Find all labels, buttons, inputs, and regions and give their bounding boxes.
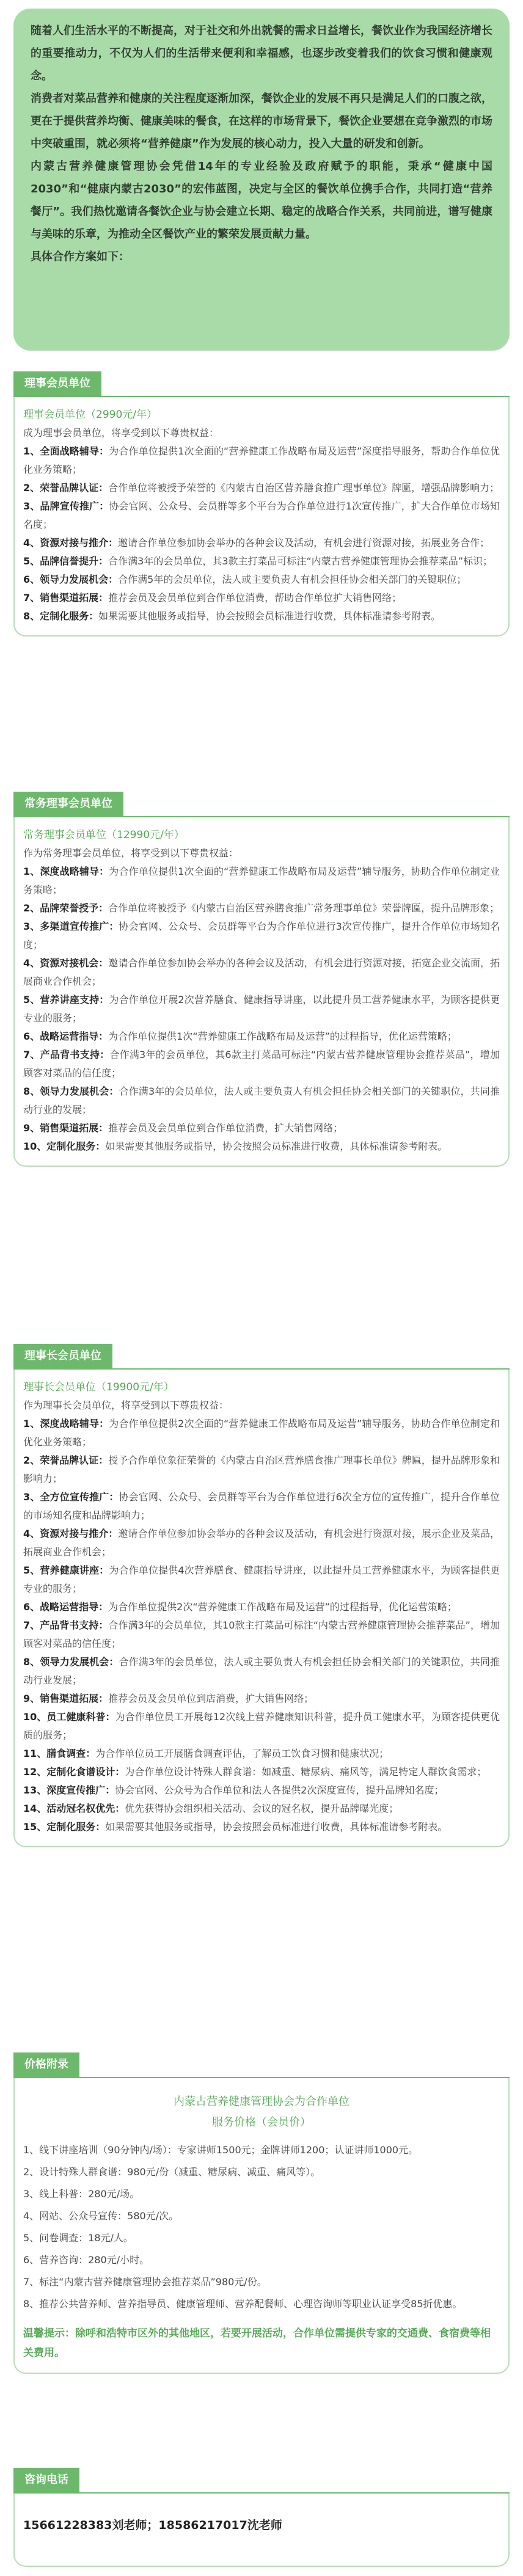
list-item: [23, 1818, 500, 1836]
section-body: [13, 1370, 510, 1847]
price-line: 5、问卷调查：18元/人。: [23, 2232, 133, 2244]
list-item: [23, 1745, 500, 1763]
item-value: 为合作单位提供4次营养膳食、健康指导讲座，以此提升员工营养健康水平，为顾客提供更专业的服务；: [23, 1564, 500, 1594]
section-divider: [13, 1368, 510, 1370]
item-key: 5、品牌信誉提升：: [23, 555, 109, 567]
list-item: [23, 991, 500, 1027]
section-body: [13, 2078, 510, 2374]
item-key: 12、定制化食谱设计：: [23, 1766, 125, 1778]
item-value: 合作满3年的会员单位，法人或主要负责人有机会担任协会相关部门的关键职位，共同推动行业发展；: [23, 1656, 500, 1686]
item-value: 合作满3年的会员单位，法人或主要负责人有机会担任协会相关部门的关键职位，共同推动行业的发展；: [23, 1085, 500, 1115]
list-item: [23, 1119, 500, 1137]
section-subtitle: 理事长会员单位（19900元/年）: [23, 1381, 174, 1393]
price-line: 6、营养咨询：280元/小时。: [23, 2254, 150, 2266]
section-executive-council-member: [13, 792, 510, 1167]
intro-paragraph-3: 内蒙古营养健康管理协会凭借14年的专业经验及政府赋予的职能，秉承“健康中国2030”和“健康内蒙古2030”的宏伟蓝图，决定与全区的餐饮单位携手合作，共同打造“营养餐厅”。我们热忱邀请各餐饮企业与协会建立长期、稳定的战略合作关系，共同前进，谱写健康与美味的乐章，为推动全区餐饮产业的繁荣发展贡献力量。: [31, 160, 492, 241]
section-subtitle: 理事会员单位（2990元/年）: [23, 409, 157, 421]
item-value: 为合作单位提供2次全面的“营养健康工作战略布局及运营”辅导服务，协助合作单位制定和优化业务策略；: [23, 1418, 500, 1448]
item-value: 邀请合作单位参加协会举办的各种会议及活动，有机会进行资源对接，拓宽企业交流面，拓展商业合作机会；: [23, 957, 500, 987]
item-value: 合作满5年的会员单位，法人或主要负责人有机会担任协会相关部门的关键职位；: [118, 574, 467, 585]
intro-paragraph-1: 随着人们生活水平的不断提高，对于社交和外出就餐的需求日益增长，餐饮业作为我国经济增长的重要推动力，不仅为人们的生活带来便利和幸福感，也逐步改变着我们的饮食习惯和健康观念。: [31, 24, 492, 82]
list-item: [23, 1598, 500, 1616]
item-key: 15、定制化服务：: [23, 1821, 106, 1833]
item-value: 合作单位将被授予《内蒙古自治区营养膳食推广常务理事单位》荣誉牌匾，提升品牌形象；: [108, 902, 500, 914]
item-key: 1、深度战略辅导：: [23, 1418, 109, 1429]
section-chairman-member: [13, 1344, 510, 1847]
intro-paragraph-4: 具体合作方案如下：: [31, 250, 130, 263]
item-key: 3、品牌宣传推广：: [23, 500, 109, 512]
section-subtitle: 常务理事会员单位（12990元/年）: [23, 829, 185, 841]
item-value: 如果需要其他服务或指导，协会按照会员标准进行收费，具体标准请参考附表。: [98, 610, 441, 622]
item-value: 合作满3年的会员单位，其3款主打菜品可标注“内蒙古营养健康管理协会推荐菜品”标识；: [108, 555, 493, 567]
list-item: [23, 1488, 500, 1525]
item-value: 如果需要其他服务或指导，协会按照会员标准进行收费，具体标准请参考附表。: [105, 1821, 448, 1833]
item-value: 协会官网、公众号、会员群等平台为合作单位进行6次全方位的宣传推广，提升合作单位的市场知名度和品牌影响力；: [23, 1491, 500, 1521]
item-key: 3、全方位宣传推广：: [23, 1491, 119, 1503]
list-item: [23, 1708, 500, 1745]
item-key: 5、营养讲座支持：: [23, 994, 109, 1005]
section-header: [13, 371, 510, 397]
list-item: [23, 534, 500, 552]
list-item: [23, 1082, 500, 1119]
item-key: 7、产品背书支持：: [23, 1049, 110, 1060]
section-tag: 咨询电话: [13, 2468, 79, 2492]
list-item: [23, 1763, 500, 1781]
intro-box: [13, 9, 510, 351]
item-key: 14、活动冠名权优先：: [23, 1803, 125, 1814]
list-item: [23, 1137, 500, 1156]
item-key: 7、产品背书支持：: [23, 1619, 109, 1631]
item-key: 11、膳食调查：: [23, 1748, 96, 1759]
section-header: [13, 1344, 510, 1370]
list-item: [23, 442, 500, 479]
item-key: 8、领导力发展机会：: [23, 1656, 119, 1668]
item-value: 为合作单位提供2次“营养健康工作战略布局及运营”的过程指导，优化运营策略；: [108, 1601, 457, 1613]
item-value: 合作单位将被授予荣誉的《内蒙古自治区营养膳食推广理事单位》牌匾，增强品牌影响力；: [108, 482, 500, 494]
price-line: 3、线上科普：280元/场。: [23, 2188, 140, 2200]
item-key: 8、领导力发展机会：: [23, 1085, 119, 1097]
section-contact: [13, 2468, 510, 2567]
item-key: 1、深度战略辅导：: [23, 866, 109, 877]
item-value: 推荐会员及会员单位到合作单位消费，扩大销售网络；: [108, 1122, 343, 1134]
section-council-member: [13, 371, 510, 637]
item-value: 合作满3年的会员单位，其10款主打菜品可标注“内蒙古营养健康管理协会推荐菜品”，增加顾客对菜品的信任度；: [23, 1619, 500, 1649]
item-value: 授予合作单位象征荣誉的《内蒙古自治区营养膳食推广理事长单位》牌匾，提升品牌形象和影响力；: [23, 1454, 500, 1484]
item-value: 推荐会员及会员单位到店消费，扩大销售网络；: [108, 1693, 314, 1704]
section-intro: 作为理事长会员单位，将享受到以下尊贵权益：: [23, 1399, 229, 1411]
item-key: 8、定制化服务：: [23, 610, 99, 622]
section-divider: [13, 816, 510, 817]
section-tag: 价格附录: [13, 2052, 79, 2077]
item-value: 合作满3年的会员单位，其6款主打菜品可标注“内蒙古营养健康管理协会推荐菜品”，增加顾客对菜品的信任度；: [23, 1049, 500, 1079]
section-body: [13, 817, 510, 1167]
section-tag: 理事长会员单位: [13, 1344, 112, 1368]
item-value: 为合作单位员工开展每12次线上营养健康知识科普，提升员工健康水平，为顾客提供更优质的服务；: [23, 1711, 500, 1741]
item-key: 10、员工健康科普：: [23, 1711, 115, 1723]
list-item: [23, 1451, 500, 1488]
intro-paragraph-2-text: 营养和健康的关注程度逐渐加深，餐饮企业的发展不再只是满足人们的口腹之欲，更在于提供营养均衡、健康美味的餐食，在这样的市场背景下，餐饮企业要想在竞争激烈的市场中突破重围，就必须将“营养健康”作为发展的核心动力，投入大量的研发和创新。: [31, 92, 492, 150]
list-item: [23, 954, 500, 991]
list-item: [23, 1027, 500, 1046]
section-header: [13, 2052, 510, 2078]
price-line: 4、网站、公众号宣传：580元/次。: [23, 2210, 179, 2222]
section-tag: 常务理事会员单位: [13, 792, 123, 816]
list-item: [23, 918, 500, 954]
section-divider: [13, 2077, 510, 2078]
list-item: [23, 552, 500, 571]
price-line: 1、线下讲座培训（90分钟内/场）：专家讲师1500元；金牌讲师1200；认证讲师1000元。: [23, 2144, 419, 2156]
item-value: 优先获得协会组织相关活动、会议的冠名权，提升品牌曝光度；: [125, 1803, 399, 1814]
contact-phones[interactable]: 15661228383刘老师；18586217017沈老师: [23, 2519, 282, 2532]
item-value: 为合作单位提供1次全面的“营养健康工作战略布局及运营”辅导服务，协助合作单位制定业务策略；: [23, 866, 500, 896]
intro-paragraph-2: [31, 87, 492, 155]
list-item: [23, 1415, 500, 1451]
item-key: 5、营养健康讲座：: [23, 1564, 109, 1576]
item-value: 协会官网、公众号为合作单位和法人各提供2次深度宣传，提升品牌知名度；: [115, 1784, 444, 1796]
item-key: 9、销售渠道拓展：: [23, 1693, 109, 1704]
warm-tip: 温馨提示：除呼和浩特市区外的其他地区，若要开展活动，合作单位需提供专家的交通费、食宿费等相关费用。: [23, 2327, 491, 2359]
list-item: [23, 1616, 500, 1653]
item-key: 2、品牌荣誉授予：: [23, 902, 109, 914]
list-item: [23, 1781, 500, 1800]
item-value: 协会官网、公众号、会员群等多个平台为合作单位进行1次宣传推广，扩大合作单位市场知名度；: [23, 500, 500, 530]
item-value: 为合作单位设计特殊人群食谱：如减重、糖尿病、痛风等，满足特定人群饮食需求；: [125, 1766, 487, 1778]
list-item: [23, 899, 500, 918]
section-header: [13, 792, 510, 817]
price-line: 2、设计特殊人群食谱：980元/份（减重、糖尿病、减重、痛风等）。: [23, 2166, 321, 2178]
list-item: [23, 1525, 500, 1561]
item-value: 协会官网、公众号、会员群等平台为合作单位进行3次宣传推广，提升合作单位市场知名度；: [23, 921, 500, 950]
list-item: [23, 589, 500, 607]
list-item: [23, 1046, 500, 1082]
list-item: [23, 607, 500, 626]
item-value: 为合作单位开展2次营养膳食、健康指导讲座，以此提升员工营养健康水平，为顾客提供更专业的服务；: [23, 994, 500, 1024]
price-line: 7、标注“内蒙古营养健康管理协会推荐菜品”980元/份。: [23, 2276, 267, 2288]
section-intro: 成为理事会员单位，将享受到以下尊贵权益：: [23, 427, 219, 439]
list-item: [23, 497, 500, 534]
list-item: [23, 571, 500, 589]
section-header: [13, 2468, 510, 2494]
list-item: [23, 479, 500, 497]
item-value: 邀请合作单位参加协会举办的各种会议及活动，有机会进行资源对接，拓展业务合作；: [118, 537, 490, 549]
item-key: 4、资源对接与推介：: [23, 537, 119, 549]
price-line: 8、推荐公共营养师、营养指导员、健康管理师、营养配餐师、心理咨询师等职业认证享受85折优惠。: [23, 2298, 463, 2310]
section-body: [13, 397, 510, 637]
list-item: [23, 1690, 500, 1708]
item-key: 4、资源对接与推介：: [23, 1528, 119, 1539]
item-value: 为合作单位提供1次全面的“营养健康工作战略布局及运营”深度指导服务，帮助合作单位优化业务策略；: [23, 445, 500, 475]
item-key: 13、深度宣传推广：: [23, 1784, 115, 1796]
list-item: [23, 1561, 500, 1598]
item-value: 为合作单位提供1次“营养健康工作战略布局及运营”的过程指导，优化运营策略；: [108, 1031, 457, 1042]
item-key: 10、定制化服务：: [23, 1140, 106, 1152]
price-title-line-2: 服务价格（会员价）: [212, 2116, 311, 2129]
intro-bold-prefix: 消费者对菜品: [31, 92, 97, 105]
section-body: [13, 2494, 510, 2567]
item-key: 4、资源对接机会：: [23, 957, 109, 969]
item-key: 3、多渠道宣传推广：: [23, 921, 119, 932]
item-key: 7、销售渠道拓展：: [23, 592, 109, 604]
price-title-line-1: 内蒙古营养健康管理协会为合作单位: [174, 2095, 349, 2108]
section-price-appendix: [13, 2052, 510, 2374]
section-divider: [13, 2492, 510, 2494]
section-intro: 作为常务理事会员单位，将享受到以下尊贵权益：: [23, 847, 239, 859]
item-key: 6、战略运营指导：: [23, 1601, 109, 1613]
item-key: 6、领导力发展机会：: [23, 574, 119, 585]
list-item: [23, 1653, 500, 1690]
item-value: 推荐会员及会员单位到合作单位消费，帮助合作单位扩大销售网络；: [108, 592, 402, 604]
item-value: 为合作单位员工开展膳食调查评估，了解员工饮食习惯和健康状况；: [95, 1748, 389, 1759]
item-value: 邀请合作单位参加协会举办的各种会议及活动，有机会进行资源对接，展示企业及菜品，拓展商业合作机会；: [23, 1528, 500, 1558]
section-tag: 理事会员单位: [13, 371, 101, 396]
list-item: [23, 1800, 500, 1818]
item-key: 9、销售渠道拓展：: [23, 1122, 109, 1134]
item-key: 6、战略运营指导：: [23, 1031, 109, 1042]
section-divider: [13, 396, 510, 397]
item-key: 2、荣誉品牌认证：: [23, 482, 109, 494]
list-item: [23, 863, 500, 899]
item-value: 如果需要其他服务或指导，协会按照会员标准进行收费，具体标准请参考附表。: [105, 1140, 448, 1152]
item-key: 2、荣誉品牌认证：: [23, 1454, 109, 1466]
item-key: 1、全面战略辅导：: [23, 445, 109, 457]
